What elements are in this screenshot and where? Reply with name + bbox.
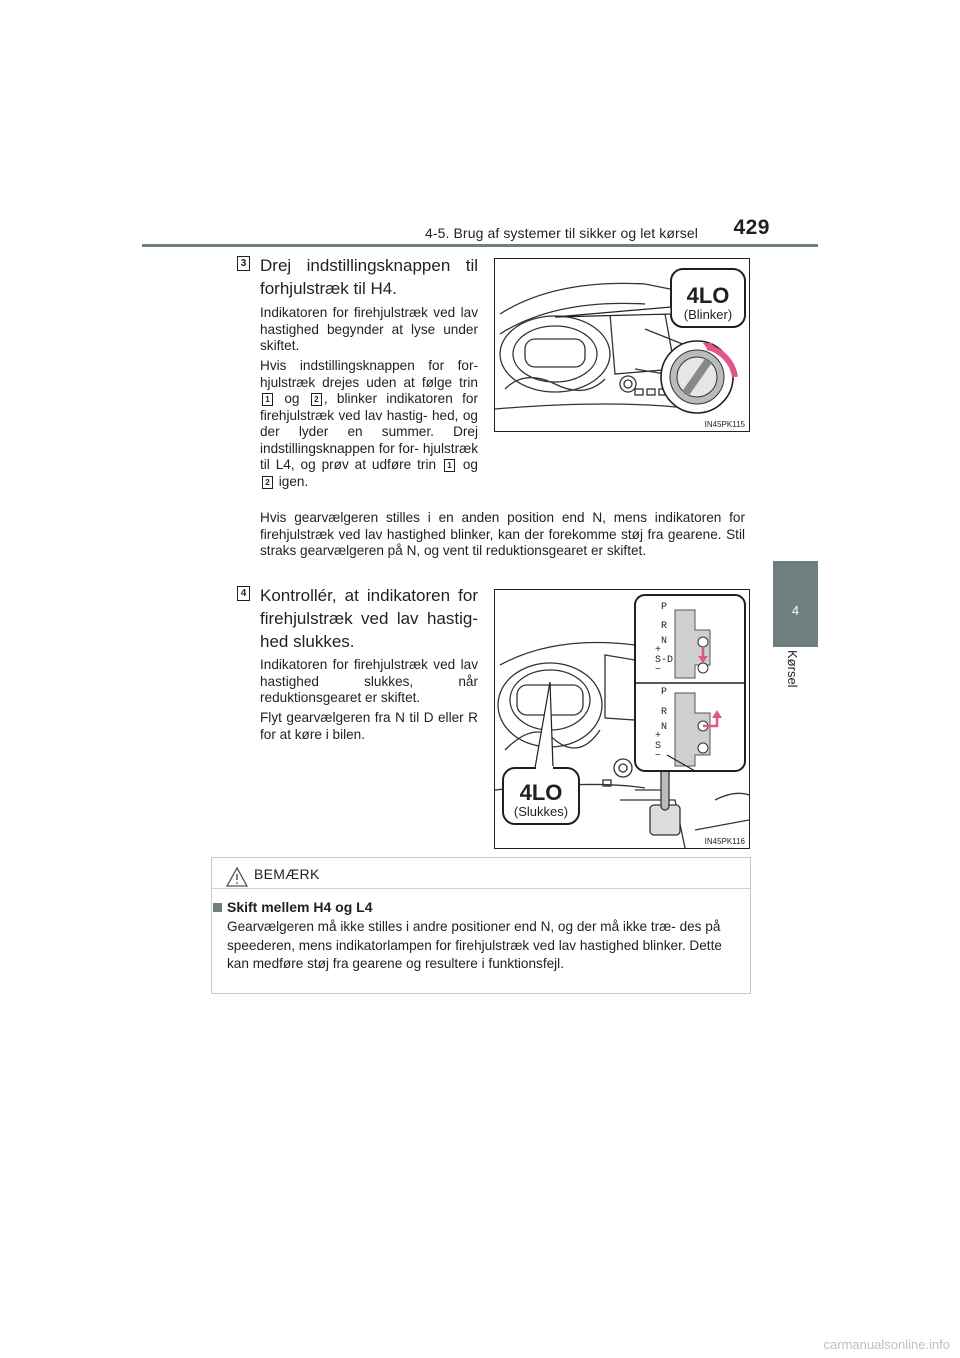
step-4-title-line3: hed slukkes. (260, 632, 355, 651)
step-number-3: 3 (237, 256, 250, 271)
gear-selector-illustration (495, 590, 749, 848)
note-bullet-icon (213, 903, 222, 912)
badge-4lo-slukkes-main: 4LO (519, 780, 563, 805)
step-4-title-line2: firehjulstræk ved lav hastig- (260, 609, 478, 628)
note-title: BEMÆRK (254, 866, 320, 882)
step-3-p2-b: , blinker indikatoren for firehjulstræk ved lav hastig- hed, og der lyder en summer. Drej indstillingsknappen for for- hjulstræk til L4, og prøv at udføre trin (260, 391, 478, 472)
gate-top-sd: S-D (655, 655, 674, 666)
step-ref-2b: 2 (262, 476, 273, 489)
gate-top-n: N (661, 636, 668, 647)
note-subtitle: Skift mellem H4 og L4 (227, 899, 373, 915)
gate-bottom-plus: + (655, 731, 662, 742)
step-3-paragraph-2 (260, 358, 478, 490)
gate-top-r: R (661, 621, 668, 632)
step-3-title-line2: forhjulstræk til H4. (260, 279, 397, 298)
figure-code-116: IN45PK116 (704, 837, 745, 846)
step-3-p2-og2: og (462, 457, 478, 472)
gate-top-p: P (661, 602, 668, 613)
figure-4wd-dial (494, 258, 750, 432)
step-ref-2: 2 (311, 393, 322, 406)
page-number: 429 (733, 216, 770, 239)
chapter-tab-number: 4 (791, 603, 800, 618)
badge-4lo-slukkes-sub: (Slukkes) (513, 804, 569, 819)
step-3-title-line1: Drej indstillingsknappen til (260, 256, 478, 275)
gate-top-plus: + (655, 645, 662, 656)
gate-top-minus: − (655, 665, 662, 676)
watermark: carmanualsonline.info (823, 1337, 950, 1352)
figure-gear-selector (494, 589, 750, 849)
step-4-title-line1: Kontrollér, at indikatoren for (260, 586, 478, 605)
step-4-paragraph-2: Flyt gearvælgeren fra N til D eller R for at køre i bilen. (260, 710, 478, 742)
chapter-tab-label: Kørsel (785, 650, 800, 688)
step-3-p2-a: Hvis indstillingsknappen for for- hjulstræk drejes uden at følge trin (260, 358, 478, 390)
gate-bottom-r: R (661, 707, 668, 718)
dashboard-dial-illustration (495, 259, 749, 431)
figure-code-115: IN45PK115 (704, 420, 745, 429)
step-3-p2-og: og (284, 391, 300, 406)
badge-4lo-blinker-sub: (Blinker) (683, 307, 733, 322)
note-divider (211, 888, 750, 889)
gate-bottom-s: S (655, 741, 662, 752)
step-4-paragraph-1: Indikatoren for firehjulstræk ved lav hastighed slukkes, når reduktionsgearet er skiftet. (260, 657, 478, 705)
gate-bottom-n: N (661, 722, 668, 733)
section-title: 4-5. Brug af systemer til sikker og let kørsel (424, 225, 698, 241)
step-3-paragraph-1: Indikatoren for firehjulstræk ved lav hastighed begynder at lyse under skiftet. (260, 305, 478, 353)
step-3-title (260, 254, 478, 300)
header-rule (142, 244, 818, 247)
step-number-4: 4 (237, 586, 250, 601)
step-ref-1: 1 (262, 393, 273, 406)
step-4-title (260, 584, 478, 653)
step-ref-1b: 1 (444, 459, 455, 472)
step-3-paragraph-3: Hvis gearvælgeren stilles i en anden position end N, mens indikatoren for firehjulstræk ved lav hastighed blinker, kan der forekomme støj fra gearene. Stil straks gearvælgeren på N, og vent til reduktionsgearet er skiftet. (260, 510, 745, 558)
gate-bottom-p: P (661, 687, 668, 698)
gate-bottom-minus: − (655, 751, 662, 762)
step-3-p2-c: igen. (278, 473, 309, 489)
badge-4lo-blinker-main: 4LO (686, 283, 730, 308)
note-text: Gearvælgeren må ikke stilles i andre positioner end N, og der må ikke træ- des på speederen, mens indikatorlampen for firehjulstræk ved lav hastighed blinker. Dette kan medføre støj fra gearene og resultere i funktionsfejl. (227, 919, 722, 971)
